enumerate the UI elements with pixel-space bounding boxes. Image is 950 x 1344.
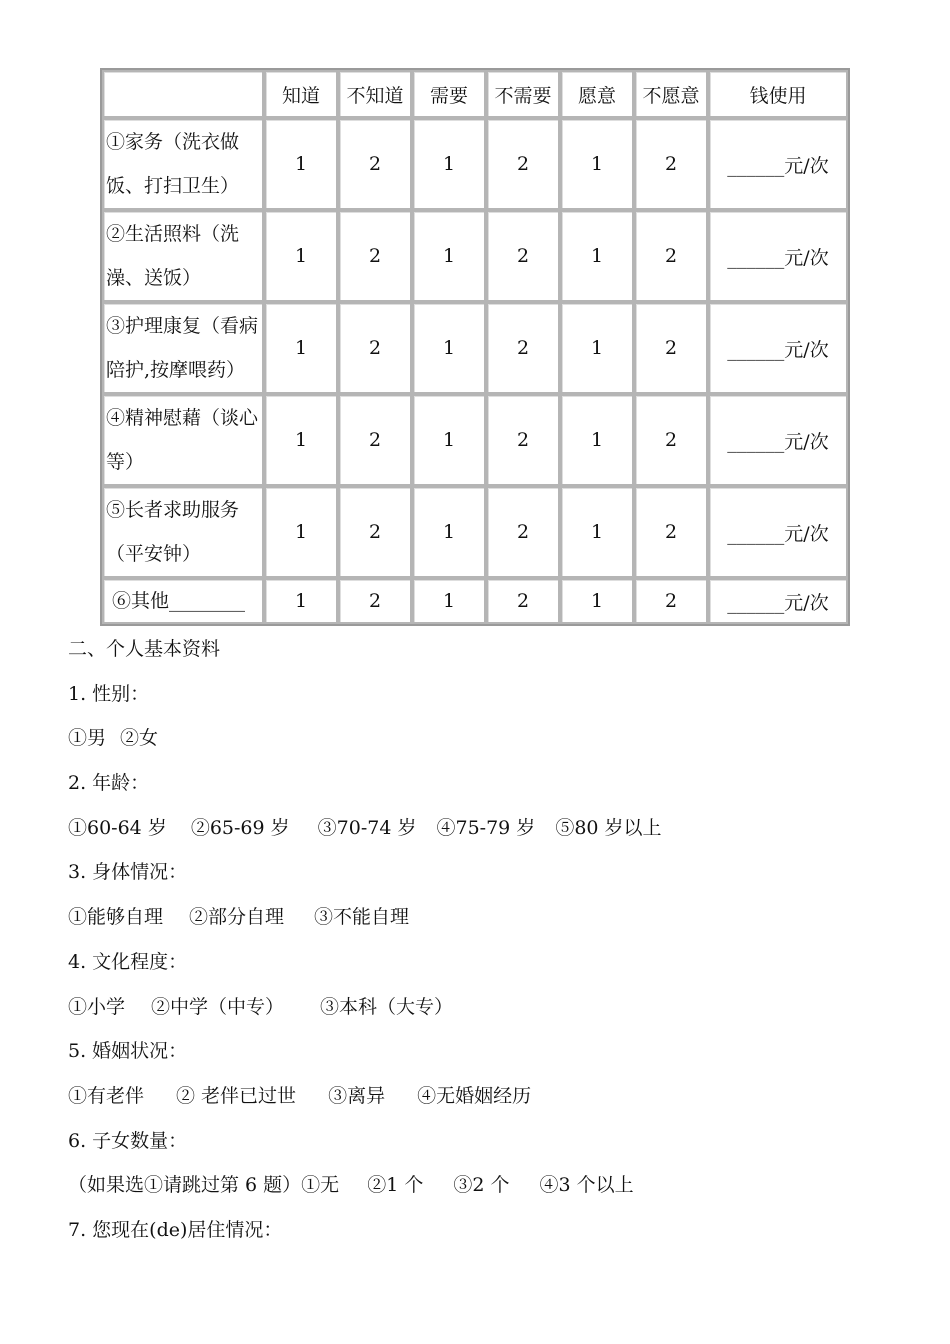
- table-cell: 2: [338, 302, 412, 394]
- table-cell: 2: [338, 118, 412, 210]
- table-cell: 2: [634, 302, 708, 394]
- table-cell: 2: [338, 486, 412, 578]
- table-cell: 1: [264, 394, 338, 486]
- table-cell: 2: [486, 118, 560, 210]
- header-cell-not-know: 不知道: [338, 70, 412, 118]
- options-age: [68, 806, 662, 851]
- table-cell: 2: [338, 210, 412, 302]
- option: ①有老伴: [68, 1084, 145, 1107]
- option: ②部分自理: [189, 906, 285, 929]
- header-cell-not-need: 不需要: [486, 70, 560, 118]
- options-marital: [68, 1074, 662, 1119]
- options-children: [68, 1163, 662, 1208]
- question-age: 2. 年龄：: [68, 772, 150, 795]
- service-table: [100, 68, 850, 626]
- header-cell-know: 知道: [264, 70, 338, 118]
- table-cell: 1: [412, 394, 486, 486]
- table-cell: 2: [338, 394, 412, 486]
- option: ③70-74 岁: [317, 816, 417, 839]
- question-education: 4. 文化程度：: [68, 950, 188, 973]
- section-title: 二、个人基本资料: [68, 638, 221, 660]
- table-cell: 1: [560, 578, 634, 624]
- table-row: [102, 302, 848, 394]
- header-cell-not-willing: 不愿意: [634, 70, 708, 118]
- table-cell: 1: [412, 210, 486, 302]
- header-cell-need: 需要: [412, 70, 486, 118]
- table-cell: 1: [412, 118, 486, 210]
- cost-cell: ______元/次: [708, 486, 848, 578]
- row-item-label: ⑤长者求助服务（平安钟）: [102, 486, 264, 578]
- question-residence: 7. 您现在(de)居住情况：: [68, 1218, 283, 1241]
- table-cell: 1: [412, 578, 486, 624]
- option: ② 老伴已过世: [176, 1084, 297, 1107]
- row-item-label: ③护理康复（看病陪护,按摩喂药）: [102, 302, 264, 394]
- table-cell: 1: [264, 210, 338, 302]
- table-header-row: [102, 70, 848, 118]
- row-item-label: ④精神慰藉（谈心等）: [102, 394, 264, 486]
- option: ④3 个以上: [539, 1174, 634, 1197]
- cost-cell: ______元/次: [708, 302, 848, 394]
- option: ⑤80 岁以上: [555, 816, 662, 839]
- option: ②中学（中专）: [151, 995, 285, 1018]
- option: ④75-79 岁: [436, 816, 536, 839]
- table-row: [102, 394, 848, 486]
- table-cell: 2: [634, 210, 708, 302]
- option: ③2 个: [453, 1174, 510, 1197]
- cost-cell: ______元/次: [708, 578, 848, 624]
- option: ③本科（大专）: [320, 995, 454, 1018]
- table-cell: 2: [634, 394, 708, 486]
- table-cell: 1: [560, 210, 634, 302]
- table-cell: 1: [560, 486, 634, 578]
- option: ①小学: [68, 995, 126, 1018]
- table-cell: 1: [560, 302, 634, 394]
- table-cell: 1: [264, 118, 338, 210]
- table-cell: 1: [412, 486, 486, 578]
- option: ④无婚姻经历: [417, 1084, 532, 1107]
- table-cell: 2: [486, 210, 560, 302]
- option: ②65-69 岁: [190, 816, 290, 839]
- question-health: 3. 身体情况：: [68, 861, 188, 884]
- table-row: [102, 210, 848, 302]
- row-item-label: ②生活照料（洗澡、送饭）: [102, 210, 264, 302]
- option: ①男: [68, 727, 107, 750]
- table-cell: 2: [338, 578, 412, 624]
- table-row: [102, 486, 848, 578]
- table-cell: 2: [486, 578, 560, 624]
- option: ①能够自理: [68, 906, 164, 929]
- question-marital: 5. 婚姻状况：: [68, 1040, 188, 1063]
- table-cell: 2: [486, 302, 560, 394]
- table-cell: 1: [412, 302, 486, 394]
- option: ②女: [120, 727, 159, 750]
- table-row: [102, 118, 848, 210]
- table-cell: 2: [486, 394, 560, 486]
- header-cell-willing: 愿意: [560, 70, 634, 118]
- table-row: [102, 578, 848, 624]
- basic-info-section: [68, 627, 662, 1253]
- header-cell-blank: [102, 70, 264, 118]
- table-cell: 2: [486, 486, 560, 578]
- option: ②1 个: [367, 1174, 424, 1197]
- option: ③不能自理: [314, 906, 410, 929]
- row-item-label: ①家务（洗衣做饭、打扫卫生）: [102, 118, 264, 210]
- cost-cell: ______元/次: [708, 210, 848, 302]
- question-gender: 1. 性别：: [68, 682, 150, 705]
- question-children: 6. 子女数量：: [68, 1129, 188, 1152]
- table-cell: 1: [560, 118, 634, 210]
- header-cell-cost: 钱使用: [708, 70, 848, 118]
- table-cell: 2: [634, 578, 708, 624]
- table-cell: 1: [560, 394, 634, 486]
- option: ③离异: [328, 1084, 386, 1107]
- skip-note: （如果选①请跳过第 6 题）: [68, 1174, 302, 1197]
- table-cell: 2: [634, 486, 708, 578]
- option: ①无: [301, 1174, 340, 1197]
- table-cell: 1: [264, 302, 338, 394]
- option: ①60-64 岁: [68, 816, 167, 839]
- options-education: [68, 985, 662, 1030]
- cost-cell: ______元/次: [708, 118, 848, 210]
- table-cell: 1: [264, 578, 338, 624]
- table-cell: 2: [634, 118, 708, 210]
- options-health: [68, 895, 662, 940]
- cost-cell: ______元/次: [708, 394, 848, 486]
- row-item-label: ⑥其他________: [102, 578, 264, 624]
- options-gender: [68, 716, 662, 761]
- table-cell: 1: [264, 486, 338, 578]
